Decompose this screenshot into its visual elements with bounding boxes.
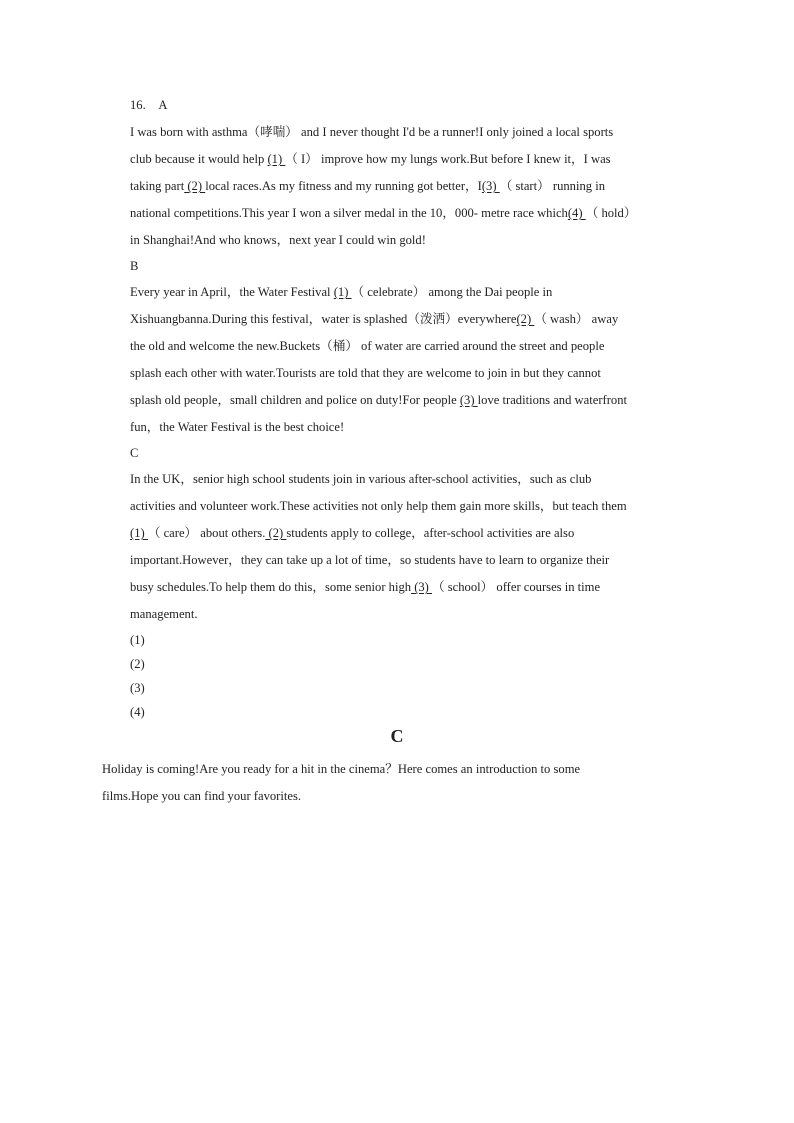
intro-line: Holiday is coming!Are you ready for a hit in the cinema？Here comes an introduction to some: [102, 762, 581, 776]
text-run: （ celebrate） among the Dai people in: [351, 285, 553, 299]
blank-a2[interactable]: (2): [184, 179, 206, 193]
text-run: love traditions and waterfront: [477, 393, 628, 407]
text-run: （ I） improve how my lungs work.But before I knew it，I was: [285, 152, 611, 166]
blank-a1[interactable]: (1): [267, 152, 286, 166]
question-label: 16. A: [130, 98, 168, 112]
section-c-line: In the UK，senior high school students join in various after-school activities，such as club: [130, 472, 592, 486]
blank-c2[interactable]: (2): [265, 526, 287, 540]
intro-paragraph: [102, 756, 662, 810]
text-run: activities and volunteer work.These activities not only help them gain more skills，but teach them: [130, 499, 627, 513]
section-b-line: [130, 387, 700, 414]
intro-line: films.Hope you can find your favorites.: [102, 789, 302, 803]
text-run: （ school） offer courses in time: [432, 580, 601, 594]
text-run: （ start） running in: [499, 179, 605, 193]
text-run: national competitions.This year I won a silver medal in the 10，000- metre race which: [130, 206, 568, 220]
text-run: （ care） about others.: [147, 526, 266, 540]
section-b-line: the old and welcome the new.Buckets（桶） of water are carried around the street and people: [130, 339, 605, 353]
section-a-line: [130, 200, 700, 227]
text-run: Every year in April，the Water Festival: [130, 285, 334, 299]
text-run: Xishuangbanna.During this festival，water is splashed（泼洒）everywhere: [130, 312, 517, 326]
section-a-line: in Shanghai!And who knows，next year I could win gold!: [130, 233, 426, 247]
section-b-line: [130, 306, 700, 333]
text-run: local races.As my fitness and my running got better，I: [205, 179, 482, 193]
section-c-line: important.However，they can take up a lot of time，so students have to learn to organize their: [130, 553, 610, 567]
blank-b2[interactable]: (2): [516, 312, 535, 326]
text-run: splash old people，small children and police on duty!For people: [130, 393, 460, 407]
blank-c1[interactable]: (1): [130, 526, 148, 540]
section-b-line: splash each other with water.Tourists are told that they are welcome to join in but they cannot: [130, 366, 601, 380]
text-run: （ wash） away: [534, 312, 619, 326]
blank-a4[interactable]: (4): [567, 206, 586, 220]
section-heading-c: C: [390, 726, 404, 746]
question-16: [130, 92, 700, 724]
text-run: club because it would help: [130, 152, 268, 166]
section-b-line: fun，the Water Festival is the best choice!: [130, 420, 345, 434]
section-c-line: [130, 520, 700, 547]
blank-c3[interactable]: (3): [411, 580, 433, 594]
section-a-line: [130, 173, 700, 200]
text-run: （ hold）: [585, 206, 637, 220]
blank-a3[interactable]: (3): [481, 179, 500, 193]
answer-slot-4[interactable]: (4): [130, 705, 145, 719]
blank-b3[interactable]: (3): [459, 393, 478, 407]
answer-slot-3[interactable]: (3): [130, 681, 145, 695]
section-b-label: B: [130, 259, 139, 273]
section-a-line: [130, 146, 700, 173]
text-run: students apply to college，after-school activities are also: [286, 526, 575, 540]
text-run: busy schedules.To help them do this，some senior high: [130, 580, 412, 594]
section-a-line: I was born with asthma（哮喘） and I never thought I'd be a runner!I only joined a local sports: [130, 125, 614, 139]
section-c-line: management.: [130, 607, 198, 621]
section-c-line: [130, 493, 700, 520]
text-run: taking part: [130, 179, 185, 193]
blank-b1[interactable]: (1): [333, 285, 352, 299]
section-c-line: [130, 574, 700, 601]
section-c-label: C: [130, 446, 139, 460]
answer-slot-1[interactable]: (1): [130, 633, 145, 647]
answer-slot-2[interactable]: (2): [130, 657, 145, 671]
section-b-line: [130, 279, 700, 306]
